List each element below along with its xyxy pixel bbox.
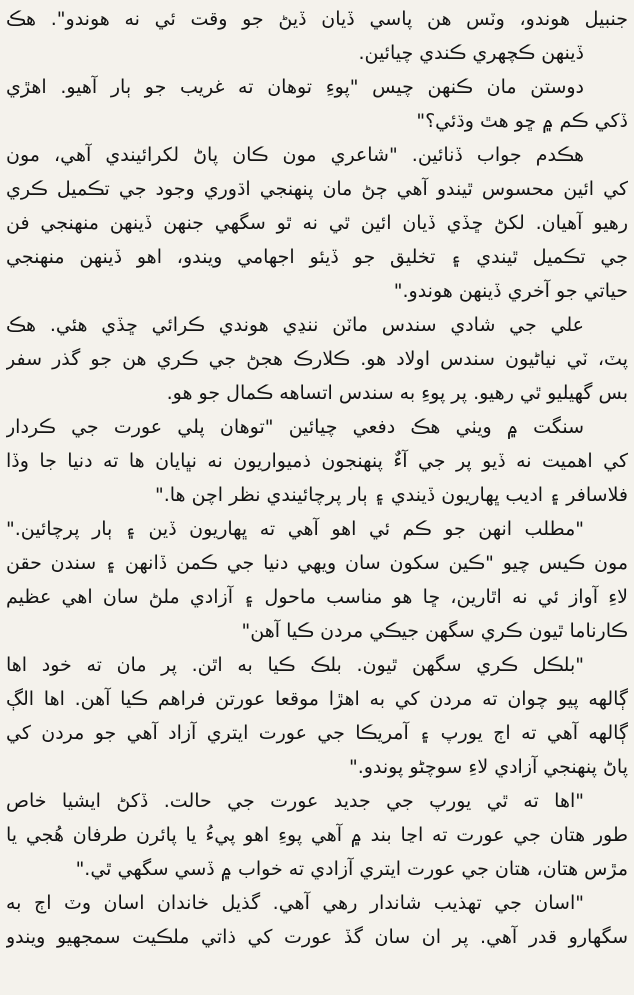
text-line: "اها ته ٿي يورپ جي جديد عورت جي حالت. ڏکڻ ايشيا خاص — [6, 790, 584, 812]
text-line: طور هتان جي عورت ته اڃا بند ۾ آهي پوءِ اهو پيءُ يا پائرن طرفان هُجي يا — [6, 824, 628, 846]
text-line: جنبيل هوندو، وٽس هن پاسي ڏيان ڏيڻ جو وقت ئي نه هوندو". هڪ — [6, 8, 628, 30]
text-line: فلاسافر ۽ اديب ڀهاريون ڏيندي ۽ ٻار پرچائيندي نظر اچن ها." — [154, 484, 628, 506]
text-line: علي جي شادي سندس ماٽن ننڍي هوندي ڪرائي ڇڏي هئي. هڪ — [6, 314, 584, 336]
text-line: ڪارناما ٿيون ڪري سگهن جيڪي مردن ڪيا آهن" — [241, 620, 628, 642]
text-line: ڳالهه پيو چوان ته مردن کي به اهڙا موقعا عورتن فراهم ڪيا آهن. اها الڳ — [6, 688, 628, 710]
text-line: مڙس هتان، هتان جي عورت ايتري آزادي ته خواب ۾ ڏسي سگهي ٿي." — [75, 858, 628, 880]
text-line: "مطلب انهن جو ڪم ئي اهو آهي ته ڀهاريون ڏين ۽ ٻار پرچائين." — [6, 518, 584, 540]
text-line: مون ڪيس چيو "ڪين سکون سان ويهي دنيا جي ڪمن ڏانهن ۽ سندن حقن — [6, 552, 628, 574]
text-line: پاڻ پنهنجي آزادي لاءِ سوچڻو پوندو." — [348, 756, 628, 778]
text-line: پٽ، ٽي نياڻيون سندس اولاد هو. ڪلارڪ هجڻ جي ڪري هن جو گذر سفر — [6, 348, 628, 370]
text-line: کي اهميت نه ڏيو پر جي آءٌ پنهنجون ذميواريون نه نڀايان ها ته دنيا جا وڏا — [6, 450, 628, 472]
text-line: "بلڪل ڪري سگهن ٿيون. بلڪ ڪيا به اٿن. پر مان ته خود اها — [6, 654, 584, 676]
text-line: ڏينهن ڪچهري ڪندي چيائين. — [358, 42, 584, 64]
text-line: دوستن مان ڪنهن چيس "پوءِ توهان ته غريب جو ٻار آهيو. اهڙي — [6, 76, 584, 98]
text-line: سگهارو قدر آهي. پر ان سان گڏ عورت کي ذاتي ملڪيت سمجهيو ويندو — [6, 926, 628, 948]
text-line: ڏکي ڪم ۾ ڇو هٿ وڌئي؟" — [416, 110, 628, 132]
text-line: "اسان جي تهذيب شاندار رهي آهي. گذيل خاندان اسان وٽ اڄ به — [6, 892, 584, 914]
text-line: لاءِ آواز ئي نه اٿارين، ڇا هو مناسب ماحول ۽ آزادي ملڻ سان اهي عظيم — [6, 586, 628, 608]
text-line: ڳالهه آهي ته اڄ يورپ ۽ آمريڪا جي عورت ايتري آزاد آهي جو مردن کي — [6, 722, 628, 744]
text-line: سنگت ۾ ويٺي هڪ دفعي چيائين "توهان پلي عورت جي ڪردار — [6, 416, 584, 438]
article-text-column — [6, 2, 628, 995]
text-line: جي تڪميل ٿيندي ۽ تخليق جو ڏيئو اجهامي ويندو، اهو ڏينهن منهنجي — [6, 246, 628, 268]
text-line: هڪدم جواب ڏنائين. "شاعري مون ڪان پاڻ لکرائيندي آهي، مون — [6, 144, 584, 166]
text-line: بس گهيليو ٿي رهيو. پر پوءِ به سندس اتساهه ڪمال جو هو. — [166, 382, 628, 404]
text-line: رهيو آهيان. لکڻ ڇڏي ڏيان ائين ٿي نه ٿو سگهي جنهن ڏينهن منهنجي فن — [6, 212, 628, 234]
text-line: حياتي جو آخري ڏينهن هوندو." — [393, 280, 628, 302]
text-line: کي ائين محسوس ٿيندو آهي ڄڻ مان پنهنجي اڌوري وجود جي تڪميل ڪري — [6, 178, 628, 200]
